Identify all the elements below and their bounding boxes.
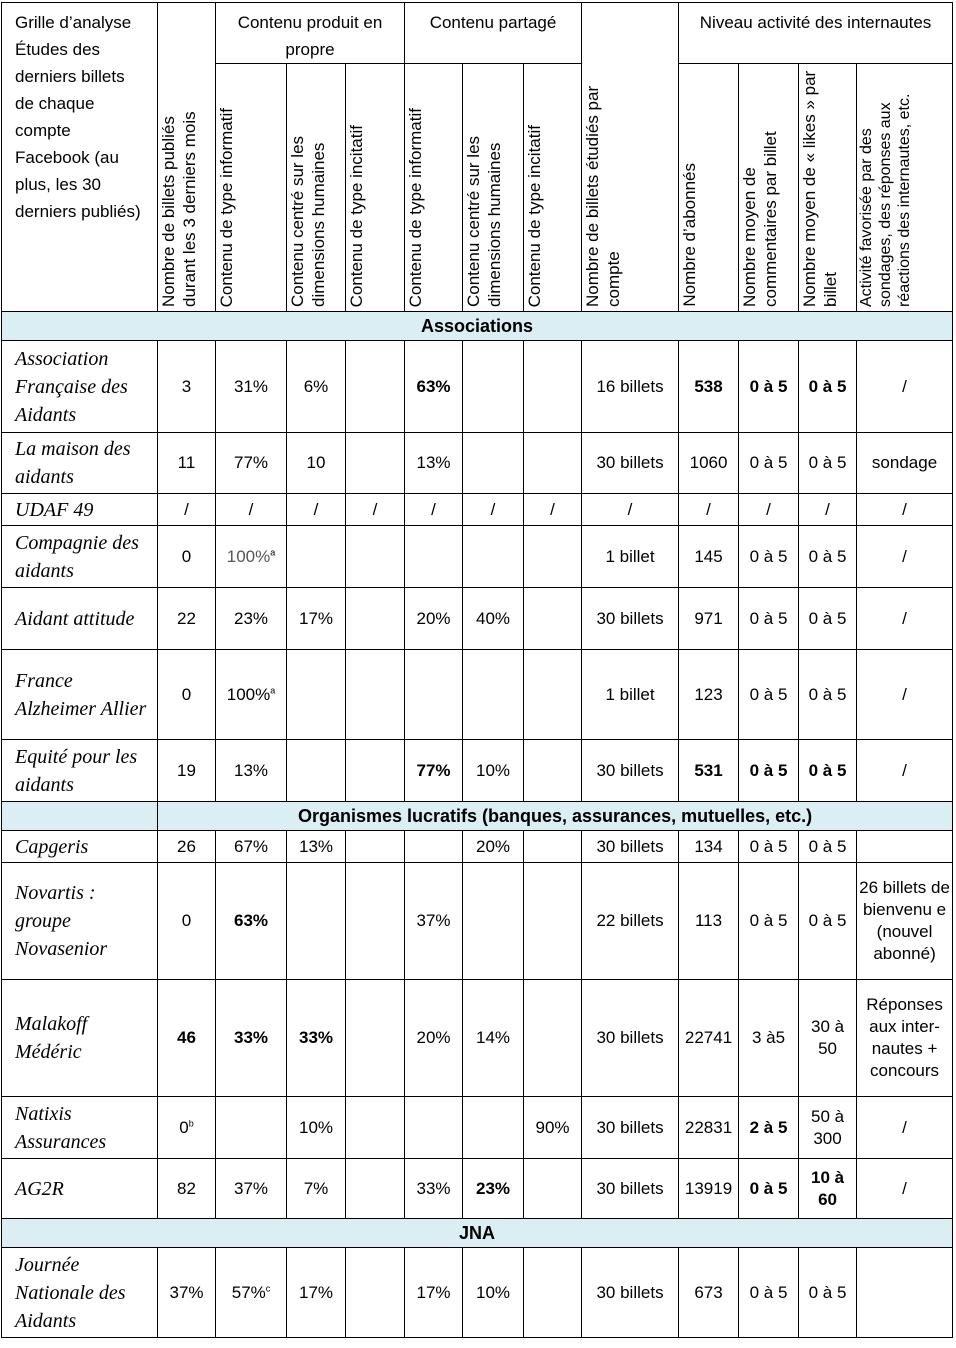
cell-own-informatif: 100%$^a$ (216, 650, 287, 740)
group-own-header: Contenu produit en propre (216, 3, 405, 64)
cell-shared-informatif: 37% (405, 863, 463, 980)
cell-shared-human: 40% (463, 588, 524, 650)
cell-published: 0 (158, 863, 216, 980)
cell-subscribers: 538 (679, 341, 739, 433)
cell-own-informatif: 77% (216, 433, 287, 494)
cell-shared-human: 23% (463, 1159, 524, 1219)
cell-own-incitatif (346, 863, 405, 980)
cell-own-informatif: 100%$^a$ (216, 526, 287, 588)
cell-published: 11 (158, 433, 216, 494)
cell-subscribers: 673 (679, 1248, 739, 1338)
cell-studied: 30 billets (582, 588, 679, 650)
cell-likes: 0 à 5 (799, 1248, 857, 1338)
cell-likes: 0 à 5 (799, 341, 857, 433)
cell-studied: 30 billets (582, 433, 679, 494)
cell-comments: 0 à 5 (739, 831, 799, 863)
cell-own-informatif: 67% (216, 831, 287, 863)
cell-own-informatif: 37% (216, 1159, 287, 1219)
account-name: Novartis : groupe Novasenior (2, 863, 158, 980)
section-row (2, 802, 953, 831)
cell-activity: / (857, 740, 953, 802)
cell-subscribers: 123 (679, 650, 739, 740)
cell-shared-informatif: 77% (405, 740, 463, 802)
account-name: Malakoff Médéric (2, 980, 158, 1097)
cell-own-informatif: / (216, 494, 287, 526)
cell-own-incitatif (346, 650, 405, 740)
cell-subscribers: / (679, 494, 739, 526)
header-row-1 (2, 3, 953, 64)
cell-own-informatif: 63% (216, 863, 287, 980)
cell-activity: / (857, 588, 953, 650)
account-name: Equité pour les aidants (2, 740, 158, 802)
table-row (2, 526, 953, 588)
table-row (2, 650, 953, 740)
cell-own-incitatif (346, 1097, 405, 1159)
table-row (2, 494, 953, 526)
cell-comments: 0 à 5 (739, 863, 799, 980)
cell-shared-human: 10% (463, 1248, 524, 1338)
cell-own-human: 7% (287, 1159, 346, 1219)
cell-published: 82 (158, 1159, 216, 1219)
cell-likes: 30 à 50 (799, 980, 857, 1097)
cell-likes: 0 à 5 (799, 740, 857, 802)
cell-likes: 0 à 5 (799, 526, 857, 588)
account-name: Aidant attitude (2, 588, 158, 650)
cell-likes: 0 à 5 (799, 588, 857, 650)
cell-activity: / (857, 341, 953, 433)
account-name: AG2R (2, 1159, 158, 1219)
cell-activity: / (857, 1159, 953, 1219)
cell-studied: 1 billet (582, 526, 679, 588)
cell-likes: 0 à 5 (799, 650, 857, 740)
table-row (2, 1097, 953, 1159)
cell-own-incitatif (346, 1159, 405, 1219)
table-row (2, 831, 953, 863)
cell-activity: / (857, 526, 953, 588)
cell-subscribers: 145 (679, 526, 739, 588)
cell-comments: 0 à 5 (739, 433, 799, 494)
account-name: France Alzheimer Allier (2, 650, 158, 740)
own-human-header: Contenu centré sur les dimensions humaines (287, 64, 346, 312)
cell-shared-incitatif (524, 1248, 582, 1338)
cell-shared-incitatif (524, 980, 582, 1097)
table-row (2, 740, 953, 802)
cell-studied: / (582, 494, 679, 526)
cell-studied: 30 billets (582, 831, 679, 863)
own-incitatif-header: Contenu de type incitatif (346, 64, 405, 312)
cell-shared-human (463, 526, 524, 588)
cell-comments: 3 à5 (739, 980, 799, 1097)
section-row (2, 312, 953, 341)
cell-own-informatif: 13% (216, 740, 287, 802)
cell-own-human: 6% (287, 341, 346, 433)
cell-shared-incitatif: / (524, 494, 582, 526)
cell-published: 0 (158, 526, 216, 588)
cell-shared-informatif: / (405, 494, 463, 526)
corner-header: Grille d’analyse Études des derniers billets de chaque compte Facebook (au plus, les 30 derniers publiés) (2, 3, 158, 312)
col-studied-header: Nombre de billets étudiés par compte (582, 3, 679, 312)
cell-subscribers: 22831 (679, 1097, 739, 1159)
own-informatif-header: Contenu de type informatif (216, 64, 287, 312)
table-row (2, 341, 953, 433)
cell-own-human: 33% (287, 980, 346, 1097)
cell-studied: 30 billets (582, 980, 679, 1097)
cell-published: 37% (158, 1248, 216, 1338)
cell-shared-informatif: 63% (405, 341, 463, 433)
cell-comments: / (739, 494, 799, 526)
cell-published: 26 (158, 831, 216, 863)
analysis-table (1, 2, 953, 1338)
account-name: Natixis Assurances (2, 1097, 158, 1159)
comments-header: Nombre moyen de commentaires par billet (739, 64, 799, 312)
cell-shared-incitatif (524, 588, 582, 650)
cell-shared-human: 20% (463, 831, 524, 863)
cell-own-informatif: 33% (216, 980, 287, 1097)
footnote-marker: a (270, 546, 276, 557)
col-published-header: Nombre de billets publiés durant les 3 derniers mois (158, 3, 216, 312)
cell-shared-informatif (405, 1097, 463, 1159)
cell-shared-informatif: 17% (405, 1248, 463, 1338)
shared-human-header: Contenu centré sur les dimensions humaines (463, 64, 524, 312)
cell-shared-incitatif (524, 863, 582, 980)
cell-subscribers: 13919 (679, 1159, 739, 1219)
cell-own-informatif: 23% (216, 588, 287, 650)
cell-own-human (287, 863, 346, 980)
cell-shared-informatif (405, 831, 463, 863)
cell-own-incitatif (346, 341, 405, 433)
account-name: UDAF 49 (2, 494, 158, 526)
cell-shared-informatif (405, 650, 463, 740)
cell-activity: Réponses aux inter-nautes + concours (857, 980, 953, 1097)
cell-own-human: 17% (287, 588, 346, 650)
cell-shared-informatif: 33% (405, 1159, 463, 1219)
cell-activity (857, 831, 953, 863)
cell-published: 0$^b$ (158, 1097, 216, 1159)
cell-shared-informatif: 20% (405, 980, 463, 1097)
cell-likes: 0 à 5 (799, 433, 857, 494)
cell-shared-informatif: 13% (405, 433, 463, 494)
footnote-marker: c (265, 1282, 271, 1293)
cell-likes: / (799, 494, 857, 526)
cell-studied: 22 billets (582, 863, 679, 980)
cell-own-informatif (216, 1097, 287, 1159)
table-row (2, 1159, 953, 1219)
cell-published: 0 (158, 650, 216, 740)
table-row (2, 980, 953, 1097)
cell-comments: 0 à 5 (739, 341, 799, 433)
cell-shared-human: 14% (463, 980, 524, 1097)
cell-own-human (287, 740, 346, 802)
cell-shared-incitatif (524, 1159, 582, 1219)
cell-studied: 16 billets (582, 341, 679, 433)
cell-comments: 0 à 5 (739, 650, 799, 740)
cell-shared-human (463, 341, 524, 433)
cell-published: 19 (158, 740, 216, 802)
cell-own-incitatif (346, 588, 405, 650)
cell-shared-incitatif (524, 831, 582, 863)
cell-published: 46 (158, 980, 216, 1097)
cell-studied: 30 billets (582, 1097, 679, 1159)
cell-shared-informatif: 20% (405, 588, 463, 650)
cell-shared-incitatif: 90% (524, 1097, 582, 1159)
account-name: Association Française des Aidants (2, 341, 158, 433)
cell-shared-incitatif (524, 650, 582, 740)
cell-shared-informatif (405, 526, 463, 588)
shared-informatif-header: Contenu de type informatif (405, 64, 463, 312)
cell-own-human: 13% (287, 831, 346, 863)
cell-studied: 30 billets (582, 740, 679, 802)
cell-own-human: 10 (287, 433, 346, 494)
cell-own-human (287, 526, 346, 588)
cell-likes: 0 à 5 (799, 831, 857, 863)
section-associations: Associations (2, 312, 953, 341)
cell-own-incitatif (346, 433, 405, 494)
section-lucratifs: Organismes lucratifs (banques, assurances, mutuelles, etc.) (158, 802, 953, 831)
cell-likes: 10 à 60 (799, 1159, 857, 1219)
cell-subscribers: 1060 (679, 433, 739, 494)
cell-comments: 0 à 5 (739, 1159, 799, 1219)
account-name: Journée Nationale des Aidants (2, 1248, 158, 1338)
section-jna: JNA (2, 1219, 953, 1248)
cell-subscribers: 113 (679, 863, 739, 980)
cell-activity: / (857, 650, 953, 740)
likes-header: Nombre moyen de « likes » par billet (799, 64, 857, 312)
cell-comments: 0 à 5 (739, 526, 799, 588)
account-name: Capgeris (2, 831, 158, 863)
section-spacer (2, 802, 158, 831)
section-row (2, 1219, 953, 1248)
subscribers-header: Nombre d’abonnés (679, 64, 739, 312)
table-row (2, 1248, 953, 1338)
cell-activity: / (857, 494, 953, 526)
cell-subscribers: 971 (679, 588, 739, 650)
activity-header: Activité favorisée par des sondages, des réponses aux réactions des internautes, etc. (857, 64, 953, 312)
cell-comments: 0 à 5 (739, 1248, 799, 1338)
cell-shared-human (463, 1097, 524, 1159)
cell-own-incitatif (346, 1248, 405, 1338)
cell-shared-incitatif (524, 740, 582, 802)
cell-comments: 2 à 5 (739, 1097, 799, 1159)
cell-shared-incitatif (524, 433, 582, 494)
cell-shared-human: / (463, 494, 524, 526)
cell-published: 3 (158, 341, 216, 433)
cell-published: 22 (158, 588, 216, 650)
cell-own-human: 17% (287, 1248, 346, 1338)
cell-own-incitatif: / (346, 494, 405, 526)
cell-shared-human (463, 433, 524, 494)
cell-activity: / (857, 1097, 953, 1159)
cell-shared-human: 10% (463, 740, 524, 802)
account-name: Compagnie des aidants (2, 526, 158, 588)
account-name: La maison des aidants (2, 433, 158, 494)
cell-subscribers: 531 (679, 740, 739, 802)
cell-studied: 30 billets (582, 1159, 679, 1219)
table-row (2, 863, 953, 980)
cell-likes: 50 à 300 (799, 1097, 857, 1159)
cell-shared-incitatif (524, 341, 582, 433)
cell-activity (857, 1248, 953, 1338)
cell-comments: 0 à 5 (739, 588, 799, 650)
cell-own-informatif: 31% (216, 341, 287, 433)
cell-shared-human (463, 863, 524, 980)
cell-activity: 26 billets de bienvenu e (nouvel abonné) (857, 863, 953, 980)
cell-own-incitatif (346, 980, 405, 1097)
group-activity-header: Niveau activité des internautes (679, 3, 953, 64)
footnote-marker: a (270, 684, 276, 695)
cell-own-incitatif (346, 831, 405, 863)
cell-own-human: 10% (287, 1097, 346, 1159)
cell-comments: 0 à 5 (739, 740, 799, 802)
cell-activity: sondage (857, 433, 953, 494)
cell-likes: 0 à 5 (799, 863, 857, 980)
cell-subscribers: 134 (679, 831, 739, 863)
table-row (2, 588, 953, 650)
cell-subscribers: 22741 (679, 980, 739, 1097)
cell-shared-incitatif (524, 526, 582, 588)
cell-shared-human (463, 650, 524, 740)
cell-own-incitatif (346, 740, 405, 802)
footnote-marker: b (188, 1117, 194, 1128)
group-shared-header: Contenu partagé (405, 3, 582, 64)
cell-own-human: / (287, 494, 346, 526)
cell-studied: 1 billet (582, 650, 679, 740)
cell-studied: 30 billets (582, 1248, 679, 1338)
cell-published: / (158, 494, 216, 526)
table-row (2, 433, 953, 494)
cell-own-incitatif (346, 526, 405, 588)
shared-incitatif-header: Contenu de type incitatif (524, 64, 582, 312)
cell-own-informatif: 57%$^c$ (216, 1248, 287, 1338)
cell-own-human (287, 650, 346, 740)
